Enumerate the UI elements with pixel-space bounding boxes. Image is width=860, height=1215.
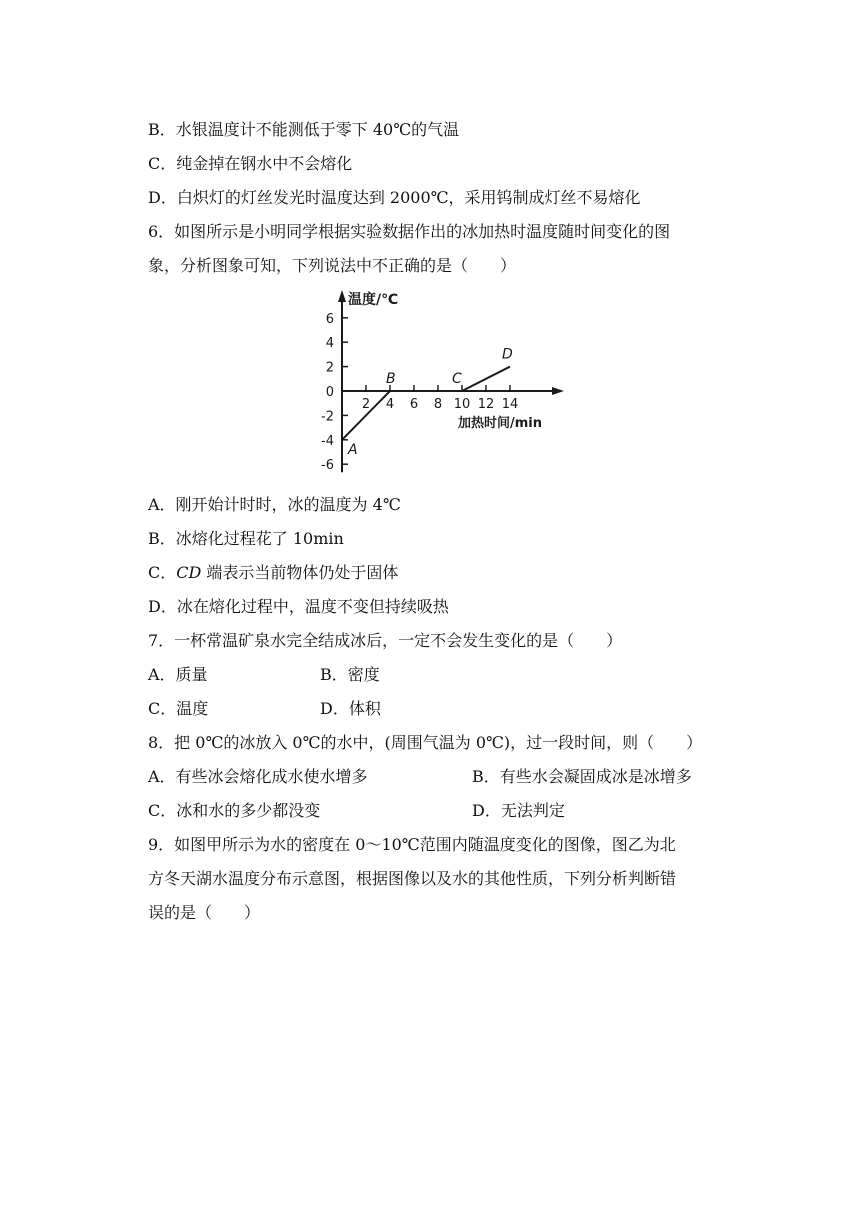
q8-option-d: D．无法判定 [472, 801, 565, 820]
y-tick-label: 6 [325, 311, 334, 327]
q8-option-a: A．有些冰会熔化成水使水增多 [148, 767, 368, 786]
y-axis-label: 温度/℃ [348, 292, 399, 308]
q9-stem-line1: 9．如图甲所示为水的密度在 0～10℃范围内随温度变化的图像，图乙为北 [148, 835, 676, 854]
x-tick-label: 2 [361, 397, 371, 412]
x-tick-label: 6 [409, 397, 419, 412]
q9-stem-line3: 误的是（ ） [148, 903, 261, 922]
x-axis-label: 加热时间/min [458, 416, 543, 431]
q6-option-c-text: 端表示当前物体仍处于固体 [201, 563, 399, 582]
q7-option-a: A．质量 [148, 665, 208, 684]
x-tick-label: 14 [501, 397, 519, 412]
q6-figure [304, 286, 564, 476]
point-label-d: D [502, 346, 513, 363]
q8-option-b: B．有些水会凝固成冰是冰增多 [472, 767, 692, 786]
q6-option-c-prefix: C． [148, 563, 177, 582]
q6-option-a: A．刚开始计时时，冰的温度为 4℃ [148, 495, 401, 514]
q6-stem-line2: 象，分析图象可知，下列说法中不正确的是（ ） [148, 256, 517, 275]
q6-option-c-segment: CD [176, 563, 202, 582]
x-tick-label: 4 [385, 397, 395, 412]
q6-stem-line1: 6．如图所示是小明同学根据实验数据作出的冰加热时温度随时间变化的图 [148, 222, 671, 241]
q5-option-d: D．白炽灯的灯丝发光时温度达到 2000℃，采用钨制成灯丝不易熔化 [148, 188, 641, 207]
x-tick-label: 10 [453, 397, 471, 412]
q7-option-b: B．密度 [320, 665, 380, 684]
y-tick-label: 2 [325, 360, 334, 376]
point-label-b: B [386, 371, 396, 387]
temperature-time-chart [304, 286, 564, 476]
q5-option-c: C．纯金掉在钢水中不会熔化 [148, 154, 353, 173]
q9-stem-line2: 方冬天湖水温度分布示意图，根据图像以及水的其他性质，下列分析判断错 [148, 869, 677, 888]
point-label-a: A [348, 441, 358, 458]
q6-option-b: B．冰熔化过程花了 10min [148, 529, 344, 548]
x-tick-label: 8 [433, 397, 443, 412]
q6-option-c [148, 562, 398, 584]
y-axis-arrow [338, 290, 346, 302]
y-tick-label: 0 [325, 385, 334, 400]
q8-option-c: C．冰和水的多少都没变 [148, 801, 321, 820]
x-axis-arrow [552, 387, 564, 395]
y-tick-label: -2 [321, 409, 334, 425]
q7-stem: 7．一杯常温矿泉水完全结成冰后，一定不会发生变化的是（ ） [148, 631, 623, 650]
q7-option-c: C．温度 [148, 699, 209, 718]
y-tick-label: 4 [325, 336, 334, 352]
q6-option-d: D．冰在熔化过程中，温度不变但持续吸热 [148, 597, 449, 616]
q7-option-d: D．体积 [320, 699, 381, 718]
point-label-c: C [452, 371, 462, 387]
q5-option-b: B．水银温度计不能测低于零下 40℃的气温 [148, 120, 460, 139]
y-tick-label: -4 [321, 433, 334, 449]
y-tick-label: -6 [321, 458, 334, 474]
x-tick-label: 12 [477, 397, 495, 412]
q8-stem: 8．把 0℃的冰放入 0℃的水中，(周围气温为 0℃)，过一段时间，则（ ） [148, 733, 703, 752]
